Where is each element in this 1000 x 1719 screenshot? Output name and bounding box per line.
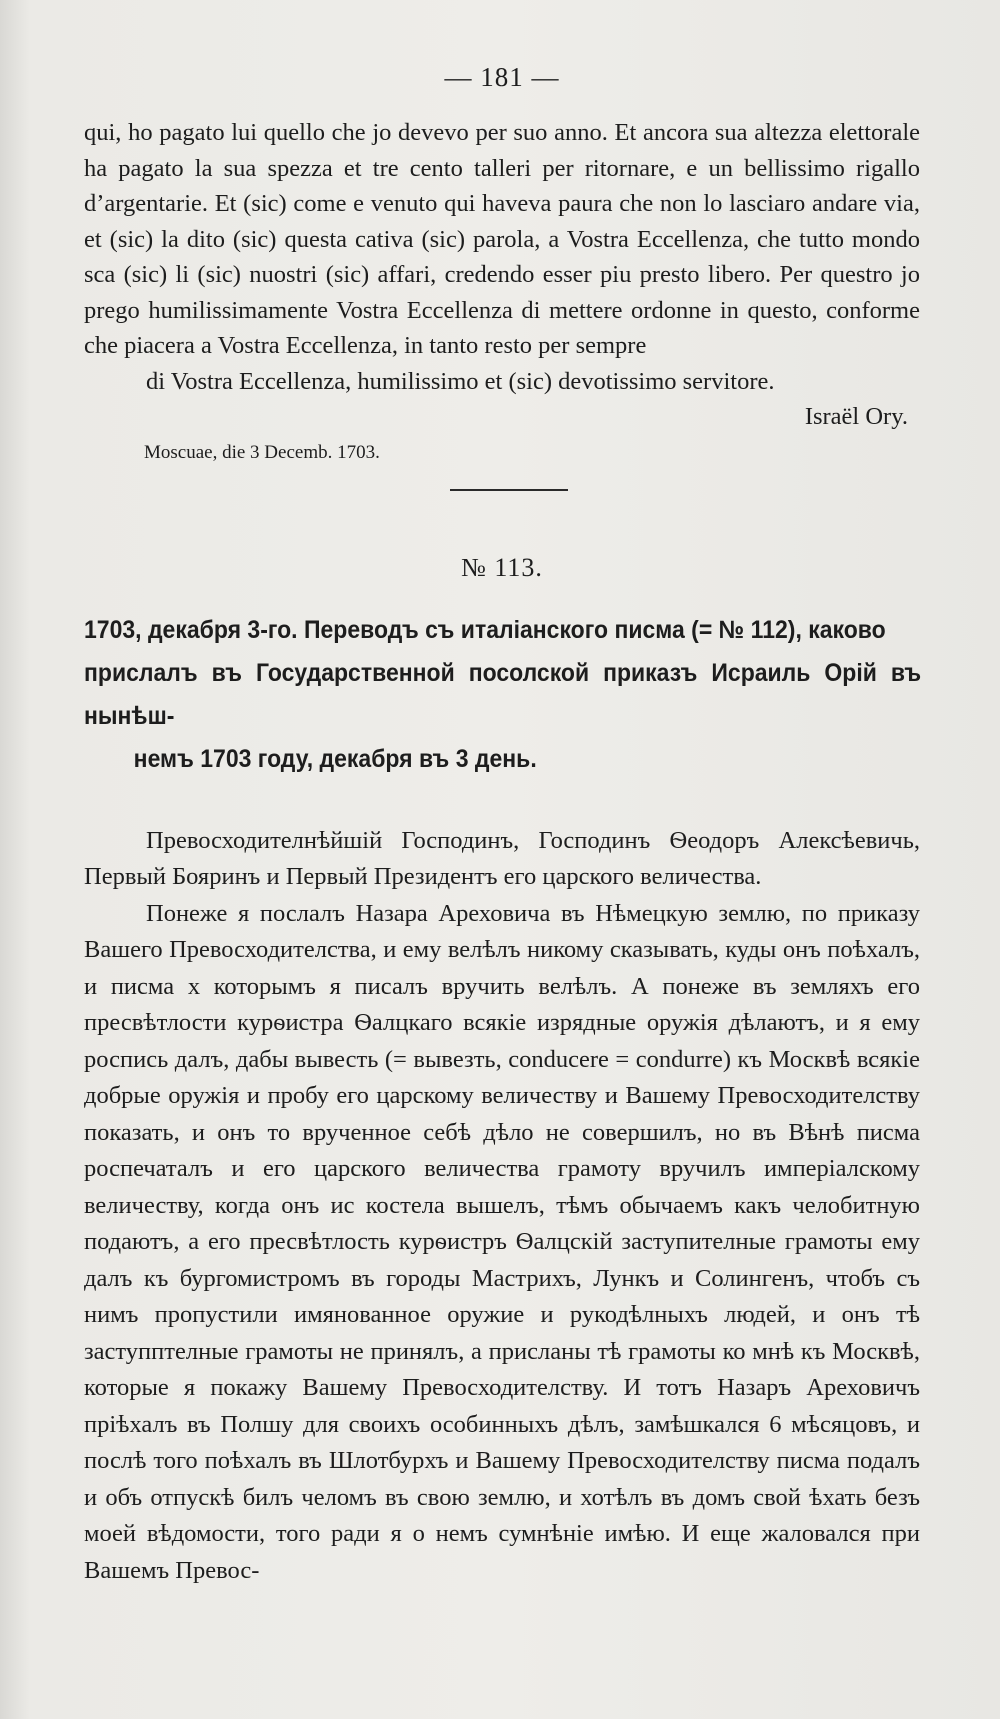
- italian-letter-paragraph: qui, ho pagato lui quello che jo devevo per suo anno. Et ancora sua altezza elettorale ha pagato la sua spezza et tre cento talleri per ritornare, e un bellissimo rigallo d’argentarie. Et (sic) come e venuto qui haveva paura che non lo lasciaro andare via, et (sic) la dito (sic) questa cativa (sic) parola, a Vostra Eccellenza, che tutto mondo sca (sic) li (sic) nuostri (sic) affari, credendo esser piu presto libero. Per questro jo prego humilissimamente Vostra Eccellenza di mettere ordonne in questo, conforme che piacera a Vostra Eccellenza, in tanto resto per sempre: [84, 119, 920, 359]
- salutation-paragraph: Превосходителнѣйшій Господинъ, Господинъ Ѳеодоръ Алексѣевичь, Первый Бояринъ и Первый Президентъ его царского величества.: [84, 826, 920, 890]
- heading-line-2: прислалъ въ Государственной посолской приказъ Исраиль Орій въ нынѣш-: [84, 658, 922, 730]
- heading-line-1: 1703, декабря 3-го. Переводъ съ италіанского писма (= № 112), каково: [84, 615, 886, 644]
- page-number: — 181 —: [444, 62, 560, 92]
- section-divider: [450, 489, 568, 491]
- letter-signature: Israël Ory.: [804, 403, 908, 430]
- document-number: № 113.: [461, 552, 543, 582]
- heading-line-3: немъ 1703 году, декабря въ 3 день.: [133, 744, 537, 773]
- letter-closing: di Vostra Eccellenza, humilissimo et (sic) devotissimo servitore.: [146, 367, 775, 395]
- letter-dateline: Moscuae, die 3 Decemb. 1703.: [144, 441, 380, 463]
- text-column: [84, 62, 920, 1589]
- document-heading: [84, 609, 921, 781]
- body-paragraph: Понеже я послалъ Назара Ареховича въ Нѣмецкую землю, по приказу Вашего Превосходителства, и ему велѣлъ никому сказывать, куды онъ поѣхалъ, и писма х которымъ я писалъ вручить велѣлъ. А понеже въ земляхъ его пресвѣтлости курѳистра Ѳалцкаго всякіе изрядные оружія дѣлаютъ, и я ему роспись далъ, дабы вывесть (= вывезть, conducere = condurre) къ Москвѣ всякіе добрые оружія и пробу его царскому величеству и Вашему Превосходителству показать, и онъ то врученное себѣ дѣло не совершилъ, но въ Вѣнѣ писма роспечаталъ и его царского величества грамоту вручилъ имперіалскому величеству, когда онъ ис костела вышелъ, тѣмъ обычаемъ какъ челобитную подаютъ, а его пресвѣтлость курѳистръ Ѳалцскій заступителные грамоты ему далъ къ бургомистромъ въ городы Мастрихъ, Лункъ и Солингенъ, чтобъ съ нимъ пропустили имянованное оружие и рукодѣлныхъ людей, и онъ тѣ заступптелные грамоты не принялъ, а присланы тѣ грамоты ко мнѣ къ Москвѣ, которые я покажу Вашему Превосходителству. И тотъ Назаръ Ареховичъ пріѣхалъ въ Полшу для своихъ особинныхъ дѣлъ, замѣшкался 6 мѣсяцовъ, и послѣ того поѣхалъ въ Шлотбурхъ и Вашему Превосходителству писма подалъ и объ отпускѣ билъ челомъ въ свою землю, и хотѣлъ въ домъ свой ѣхать безъ моей вѣдомости, того ради я о немъ сумнѣніе имѣю. И еще жаловался при Вашемъ Превос-: [84, 899, 920, 1584]
